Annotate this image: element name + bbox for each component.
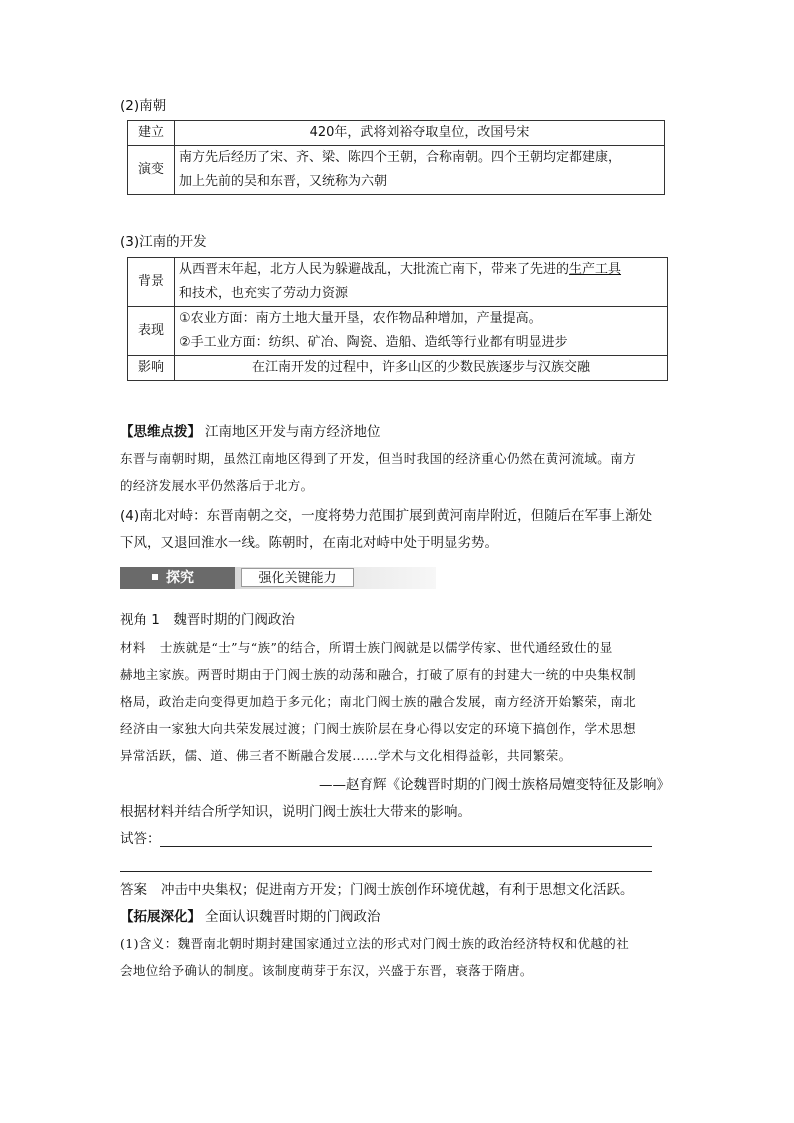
table-row: [128, 146, 665, 195]
performance-line-1: ①农业方面：南方土地大量开垦，农作物品种增加，产量提高。: [179, 311, 542, 326]
material-line-4: 经济由一家独大向共荣发展过渡；门阀士族阶层在身心得以安定的环境下搞创作，学术思想: [120, 721, 637, 736]
row-label-background: 背景: [128, 258, 175, 307]
background-line-1: [179, 258, 663, 282]
material-line-1: [120, 634, 636, 661]
jiangnan-table: [127, 257, 668, 381]
answer-line-1[interactable]: [160, 846, 652, 847]
thinking-body: [120, 445, 636, 499]
question-text: 根据材料并结合所学知识，说明门阀士族壮大带来的影响。: [120, 804, 471, 820]
row-label-evolution: 演变: [128, 146, 175, 195]
confrontation-line-2: 下风，又退回淮水一线。陈朝时，在南北对峙中处于明显劣势。: [120, 535, 498, 551]
confrontation-paragraph: [120, 503, 652, 557]
table-row: [128, 307, 668, 356]
row-label-establish: 建立: [128, 121, 175, 146]
row-label-influence: 影响: [128, 356, 175, 381]
thinking-tag: 【思维点拨】: [120, 424, 201, 440]
extension-title: 全面认识魏晋时期的门阀政治: [205, 909, 381, 925]
material-text: 士族就是“士”与“族”的结合，所谓士族门阀就是以儒学传家、世代通经致仕的显: [159, 640, 613, 655]
extension-body: [120, 930, 629, 984]
row-label-performance: 表现: [128, 307, 175, 356]
material-block: [120, 634, 636, 769]
material-source: ——赵育辉《论魏晋时期的门阀士族格局嬗变特征及影响》: [319, 777, 670, 793]
thinking-title: 江南地区开发与南方经济地位: [205, 424, 381, 440]
square-bullet-icon: [152, 574, 158, 580]
material-line-2: 赫地主家族。两晋时期由于门阀士族的动荡和融合，打破了原有的封建大一统的中央集权制: [120, 667, 637, 682]
performance-line-2: ②手工业方面：纺织、矿冶、陶瓷、造船、造纸等行业都有明显进步: [179, 335, 568, 350]
perspective-title: 视角 1 魏晋时期的门阀政治: [120, 612, 295, 628]
table-row: [128, 258, 668, 307]
extension-heading: [120, 907, 381, 927]
row-content-performance: [175, 307, 668, 356]
row-content-influence: 在江南开发的过程中，许多山区的少数民族逐步与汉族交融: [175, 356, 668, 381]
table-row: [128, 121, 665, 146]
south-dynasties-heading: (2)南朝: [120, 98, 167, 114]
confrontation-line-1: (4)南北对峙：东晋南朝之交，一度将势力范围扩展到黄河南岸附近，但随后在军事上渐处: [120, 508, 653, 524]
material-line-5: 异常活跃，儒、道、佛三者不断融合发展……学术与文化相得益彰，共同繁荣。: [120, 748, 572, 763]
section-banner: [120, 567, 436, 589]
row-content-establish: 420年，武将刘裕夺取皇位，改国号宋: [175, 121, 665, 146]
banner-dark-segment: [120, 567, 235, 589]
table-row: [128, 356, 668, 381]
material-tag: 材料: [120, 640, 146, 655]
row-content-background: [175, 258, 668, 307]
evolution-line-2: 加上先前的吴和东晋，又统称为六朝: [179, 174, 388, 189]
thinking-line-1: 东晋与南朝时期，虽然江南地区得到了开发，但当时我国的经济重心仍然在黄河流域。南方: [120, 451, 637, 466]
background-text: 从西晋末年起，北方人民为躲避战乱，大批流亡南下，带来了先进的: [179, 262, 570, 277]
try-answer-label: 试答：: [120, 831, 161, 847]
answer-block: [120, 880, 634, 900]
background-line-2: 和技术，也充实了劳动力资源: [179, 286, 349, 301]
answer-label: 答案: [120, 882, 147, 898]
answer-line-2[interactable]: [120, 871, 652, 872]
evolution-line-1: 南方先后经历了宋、齐、梁、陈四个王朝，合称南朝。四个王朝均定都建康，: [179, 150, 622, 165]
thinking-line-2: 的经济发展水平仍然落后于北方。: [120, 478, 314, 493]
extension-tag: 【拓展深化】: [120, 909, 201, 925]
banner-subtitle: 强化关键能力: [241, 568, 354, 587]
background-underlined-text: 生产工具: [569, 262, 622, 277]
row-content-evolution: [175, 146, 665, 195]
thinking-heading: [120, 422, 381, 442]
material-line-3: 格局，政治走向变得更加趋于多元化；南北门阀士族的融合发展，南方经济开始繁荣，南北: [120, 694, 637, 709]
extension-line-2: 会地位给予确认的制度。该制度萌芽于东汉，兴盛于东晋，衰落于隋唐。: [120, 963, 533, 978]
south-dynasties-table: [127, 120, 665, 195]
banner-light-segment: [235, 567, 436, 589]
jiangnan-heading: (3)江南的开发: [120, 234, 207, 250]
banner-title: 探究: [166, 570, 194, 586]
extension-line-1: (1)含义：魏晋南北朝时期封建国家通过立法的形式对门阀士族的政治经济特权和优越的社: [120, 936, 630, 951]
answer-text: 冲击中央集权；促进南方开发；门阀士族创作环境优越，有利于思想文化活跃。: [161, 882, 634, 898]
